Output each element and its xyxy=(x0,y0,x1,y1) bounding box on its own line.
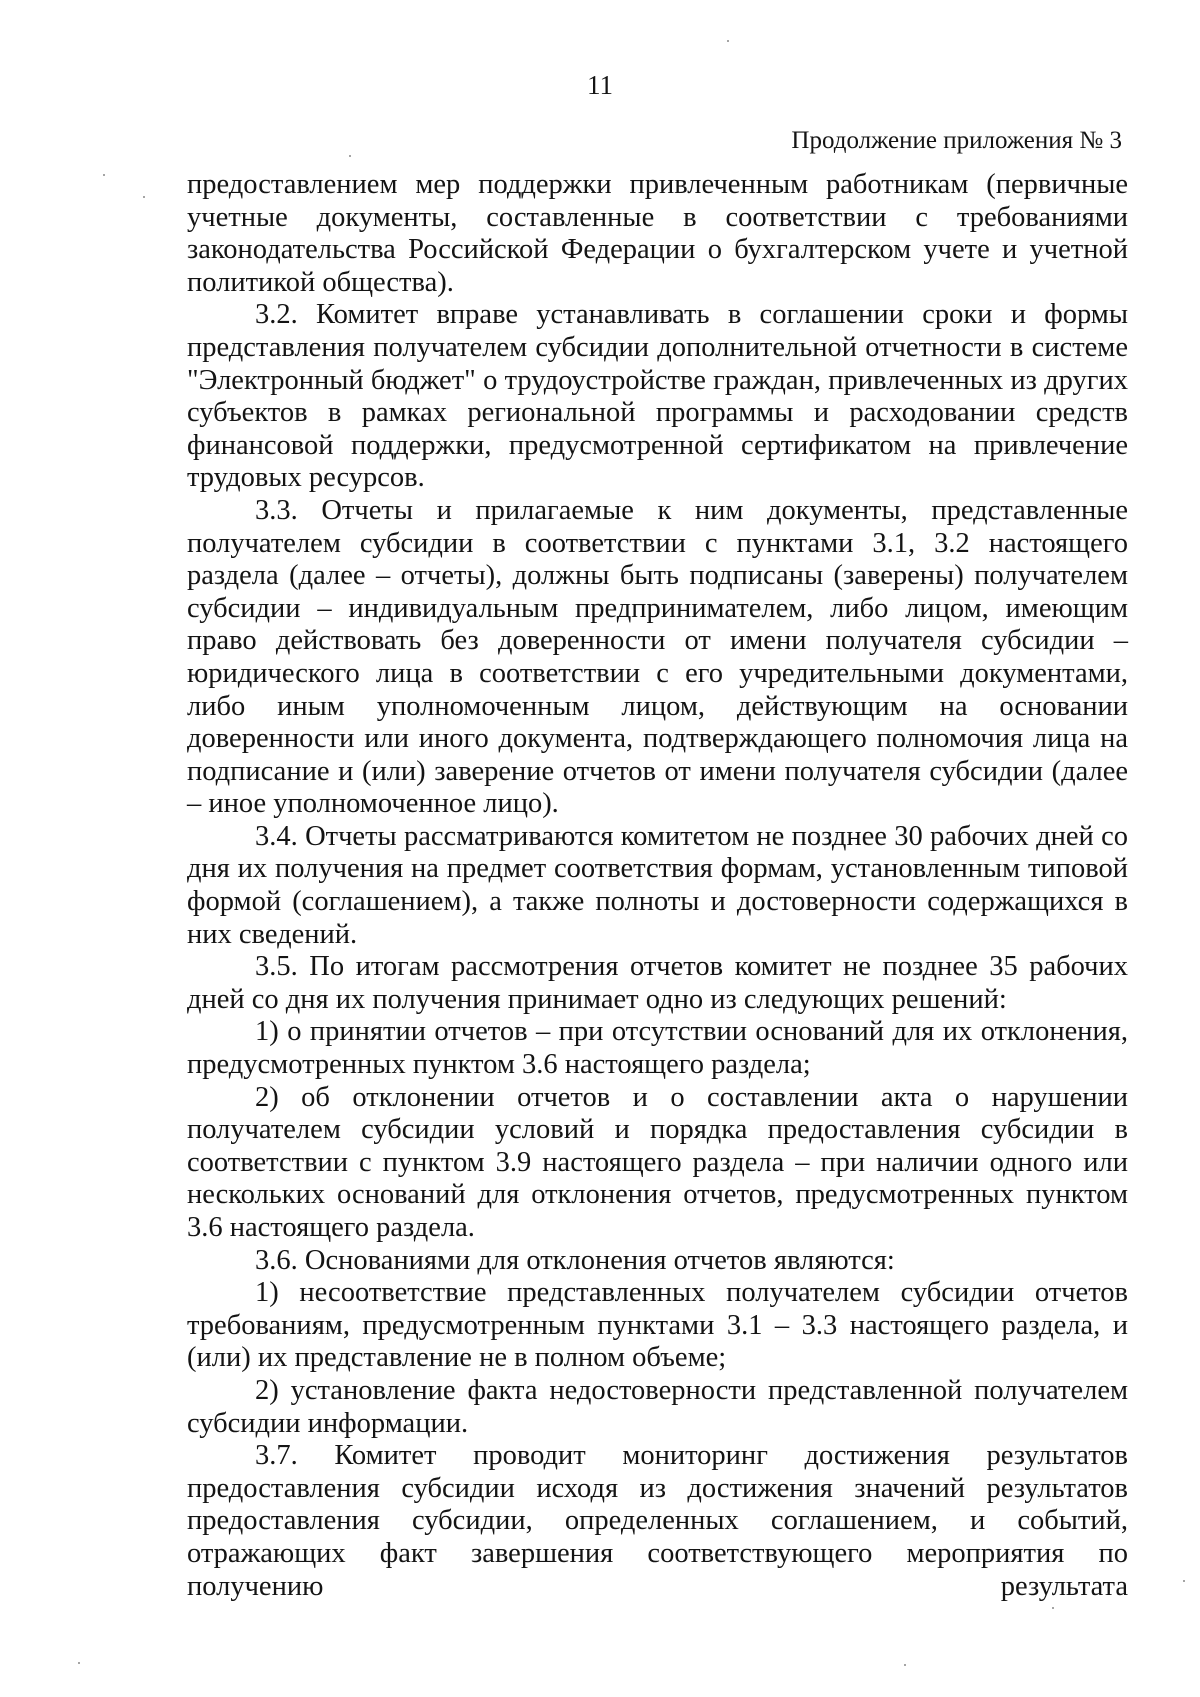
paragraph-3-7: 3.7. Комитет проводит мониторинг достижения результатов предоставления субсидии исходя из достижения значений результатов предоставления субсидии, определенных соглашением, и событий, отражающих факт завершения соответствующего мероприятия по получению результата xyxy=(187,1440,1128,1602)
scan-speck xyxy=(103,174,105,176)
list-item-3-5-1: 1) о принятии отчетов – при отсутствии оснований для их отклонения, предусмотренных пунктом 3.6 настоящего раздела; xyxy=(187,1016,1128,1081)
scan-speck xyxy=(349,155,351,157)
scan-speck xyxy=(1052,1607,1054,1609)
scan-speck xyxy=(1183,1580,1185,1582)
paragraph-3-2: 3.2. Комитет вправе устанавливать в соглашении сроки и формы представления получателем субсидии дополнительной отчетности в системе "Электронный бюджет" о трудоустройстве граждан, привлеченных из других субъектов в рамках региональной программы и расходовании средств финансовой поддержки, предусмотренной сертификатом на привлечение трудовых ресурсов. xyxy=(187,299,1128,494)
paragraph-3-5: 3.5. По итогам рассмотрения отчетов комитет не позднее 35 рабочих дней со дня их получения принимает одно из следующих решений: xyxy=(187,951,1128,1015)
paragraph-3-6: 3.6. Основаниями для отклонения отчетов являются: xyxy=(255,1244,895,1276)
paragraph-3-3: 3.3. Отчеты и прилагаемые к ним документы, представленные получателем субсидии в соответствии с пунктами 3.1, 3.2 настоящего раздела (далее – отчеты), должны быть подписаны (заверены) получателем субсидии – индивидуальным предпринимателем, либо лицом, имеющим право действовать без доверенности от имени получателя субсидии – юридического лица в соответствии с его учредительными документами, либо иным уполномоченным лицом, действующим на основании доверенности или иного документа, подтверждающего полномочия лица на подписание и (или) заверение отчетов от имени получателя субсидии (далее – иное уполномоченное лицо). xyxy=(187,494,1128,820)
list-item-3-5-2: 2) об отклонении отчетов и о составлении акта о нарушении получателем субсидии условий и порядка предоставления субсидии в соответствии с пунктом 3.9 настоящего раздела – при наличии одного или нескольких оснований для отклонения отчетов, предусмотренных пунктом 3.6 настоящего раздела. xyxy=(187,1081,1128,1243)
list-item-3-6-2: 2) установление факта недостоверности представленной получателем субсидии информации. xyxy=(187,1374,1128,1439)
scan-speck xyxy=(78,1662,80,1664)
scan-speck xyxy=(727,40,729,42)
paragraph-3-1-continuation: предоставлением мер поддержки привлеченным работникам (первичные учетные документы, составленные в соответствии с требованиями законодательства Российской Федерации о бухгалтерском учете и учетной политикой общества). xyxy=(187,169,1128,298)
appendix-continuation-note: Продолжение приложения № 3 xyxy=(791,127,1122,154)
scan-speck xyxy=(143,196,145,198)
list-item-3-6-1: 1) несоответствие представленных получателем субсидии отчетов требованиям, предусмотренным пунктами 3.1 – 3.3 настоящего раздела, и (или) их представление не в полном объеме; xyxy=(187,1277,1128,1374)
document-body xyxy=(187,169,1128,1603)
paragraph-3-4: 3.4. Отчеты рассматриваются комитетом не позднее 30 рабочих дней со дня их получения на предмет соответствия формам, установленным типовой формой (соглашением), а также полноты и достоверности содержащихся в них сведений. xyxy=(187,820,1128,950)
scan-speck xyxy=(904,1664,906,1666)
page-number: 11 xyxy=(587,70,613,100)
